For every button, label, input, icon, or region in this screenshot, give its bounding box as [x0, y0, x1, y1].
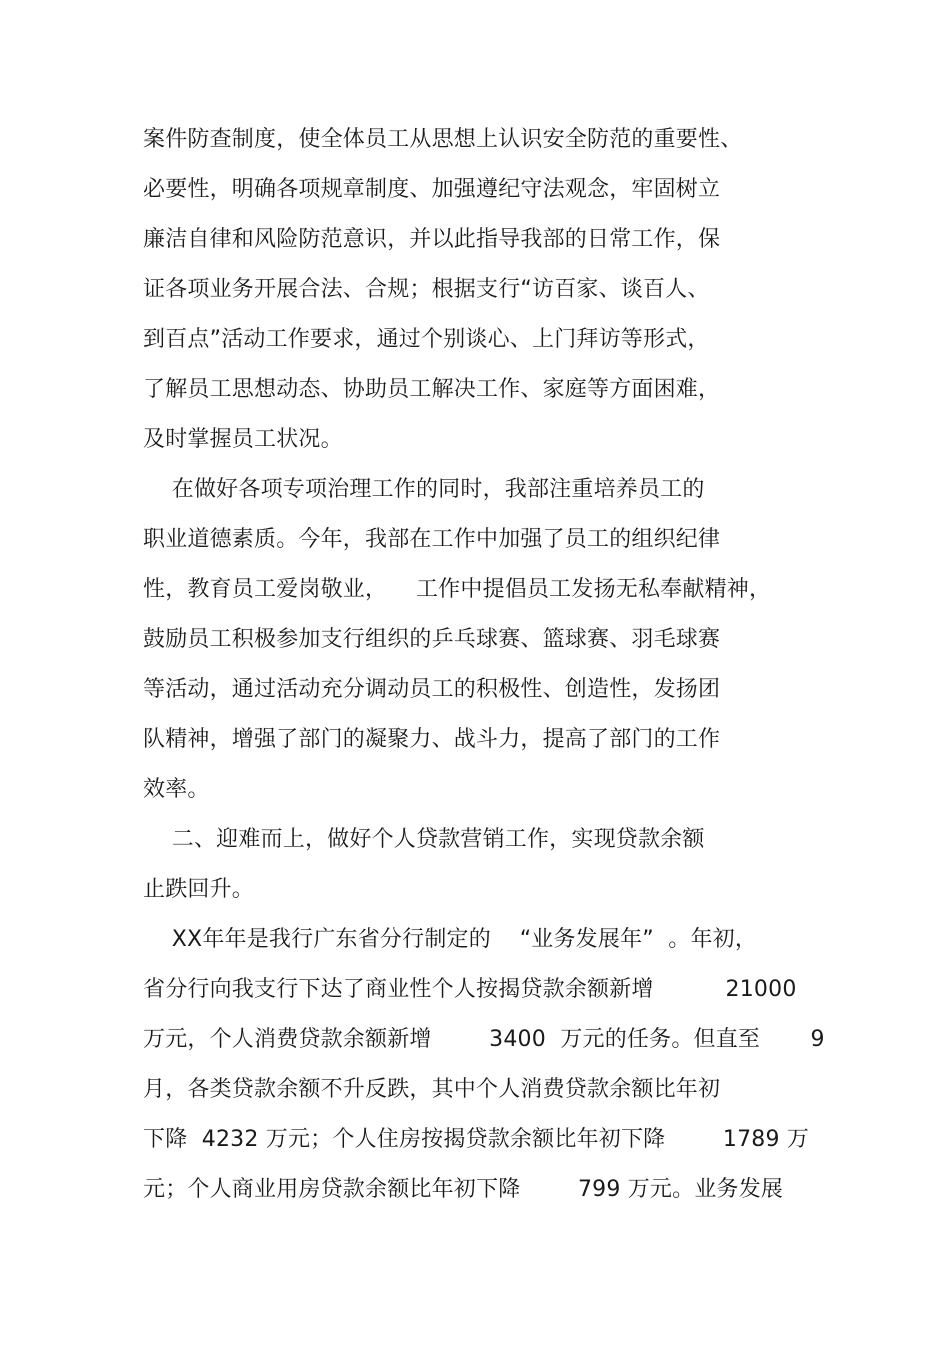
text-line: 证各项业务开展合法、合规；根据支行“访百家、谈百人、 [143, 277, 710, 302]
text-line: 廉洁自律和风险防范意识，并以此指导我部的日常工作，保 [143, 227, 721, 252]
text-line: 职业道德素质。今年，我部在工作中加强了员工的组织纪律 [143, 527, 721, 552]
text-line: 止跌回升。 [143, 877, 255, 902]
text-line: 月，各类贷款余额不升反跌，其中个人消费贷款余额比年初 [143, 1077, 721, 1102]
text-line: 元；个人商业用房贷款余额比年初下降 799 万元。业务发展 [143, 1177, 784, 1202]
text-line: 效率。 [143, 777, 210, 802]
text-line: 到百点”活动工作要求，通过个别谈心、上门拜访等形式， [143, 327, 710, 352]
text-line: 了解员工思想动态、协助员工解决工作、家庭等方面困难， [143, 377, 721, 402]
text-line: 下降 4232 万元；个人住房按揭贷款余额比年初下降 1789 万 [143, 1127, 810, 1152]
text-line: 鼓励员工积极参加支行组织的乒乓球赛、篮球赛、羽毛球赛 [143, 627, 721, 652]
text-line: 省分行向我支行下达了商业性个人按揭贷款余额新增 21000 [143, 977, 797, 1002]
text-line: 性，教育员工爱岗敬业， 工作中提倡员工发扬无私奉献精神， [143, 577, 772, 602]
text-line: 案件防查制度，使全体员工从思想上认识安全防范的重要性、 [143, 127, 743, 152]
text-line: 及时掌握员工状况。 [143, 427, 343, 452]
text-line: XX年年是我行广东省分行制定的 “业务发展年” 。年初， [143, 927, 758, 952]
text-line: 万元，个人消费贷款余额新增 3400 万元的任务。但直至 9 [143, 1027, 825, 1052]
text-line: 等活动，通过活动充分调动员工的积极性、创造性，发扬团 [143, 677, 721, 702]
text-line: 在做好各项专项治理工作的同时，我部注重培养员工的 [143, 477, 705, 502]
text-line: 必要性，明确各项规章制度、加强遵纪守法观念，牢固树立 [143, 177, 721, 202]
text-line: 二、迎难而上，做好个人贷款营销工作，实现贷款余额 [143, 827, 705, 852]
text-line: 队精神，增强了部门的凝聚力、战斗力，提高了部门的工作 [143, 727, 721, 752]
